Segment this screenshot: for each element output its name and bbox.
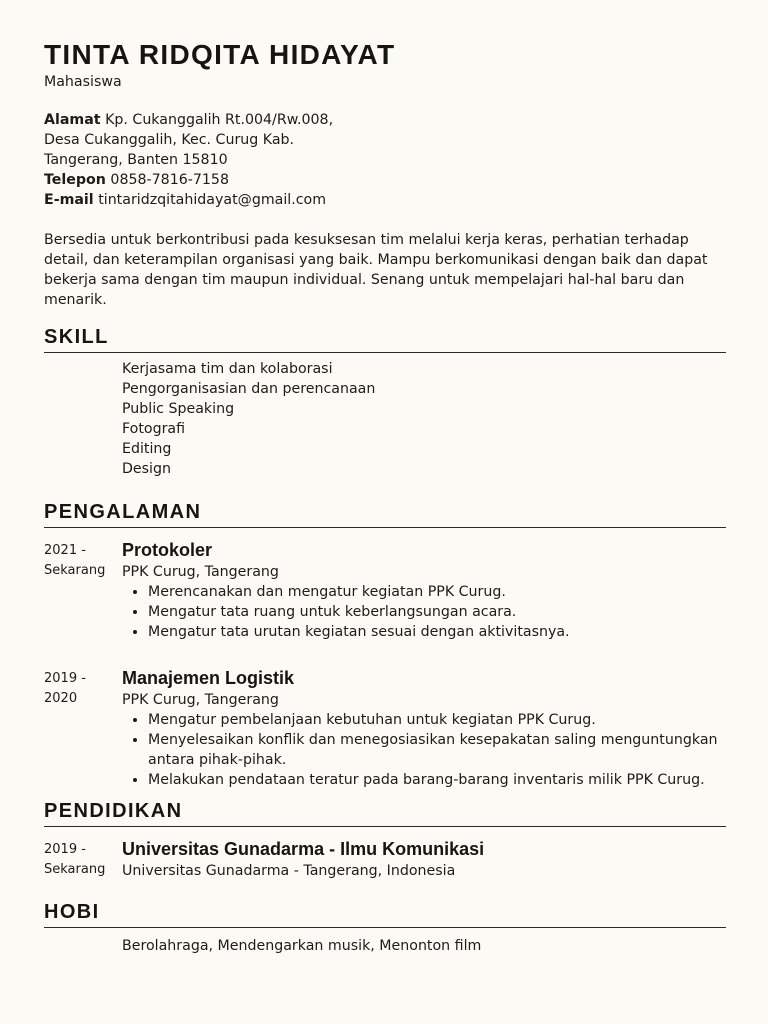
section-pengalaman — [44, 499, 726, 790]
entry-title: Protokoler — [122, 540, 213, 561]
bullet-item: • Mengatur pembelanjaan kebutuhan untuk kegiatan PPK Curug. — [148, 710, 726, 730]
skill-item: Fotografi — [122, 421, 186, 438]
section-title-pendidikan: PENDIDIKAN — [44, 798, 726, 827]
resume-role: Mahasiswa — [44, 74, 122, 90]
resume-name: TINTA RIDQITA HIDAYAT — [44, 39, 396, 70]
entry-date — [44, 837, 122, 881]
skill-item: Pengorganisasian dan perencanaan — [122, 381, 376, 398]
address-value: Kp. Cukanggalih Rt.004/Rw.008, Desa Cukanggalih, Kec. Curug Kab. Tangerang, Banten 15810 — [44, 112, 334, 168]
skill-list — [44, 359, 726, 479]
contact-phone — [44, 170, 726, 190]
skill-item: Public Speaking — [122, 401, 235, 418]
hobi-text: Berolahraga, Mendengarkan musik, Menonton film — [122, 938, 482, 955]
skill-item: Editing — [122, 441, 172, 458]
date-end: Sekarang — [44, 862, 106, 878]
contact-block — [44, 110, 726, 210]
skill-item: Kerjasama tim dan kolaborasi — [122, 361, 333, 378]
phone-label: Telepon — [44, 172, 106, 188]
entry-body — [122, 538, 726, 642]
entry-date — [44, 538, 122, 642]
section-hobi — [44, 899, 726, 956]
experience-entry — [44, 538, 726, 642]
entry-title: Manajemen Logistik — [122, 668, 295, 689]
section-title-pengalaman: PENGALAMAN — [44, 499, 726, 528]
experience-entry — [44, 666, 726, 790]
contact-email — [44, 190, 726, 210]
entry-organization: PPK Curug, Tangerang — [122, 564, 279, 581]
phone-value: 0858-7816-7158 — [110, 172, 229, 188]
address-label: Alamat — [44, 112, 101, 128]
education-entry — [44, 837, 726, 881]
resume-page — [44, 38, 726, 956]
bullet-item: • Mengatur tata ruang untuk keberlangsungan acara. — [148, 602, 726, 622]
date-end: Sekarang — [44, 563, 106, 579]
bullet-item: • Merencanakan dan mengatur kegiatan PPK Curug. — [148, 582, 726, 602]
entry-title: Universitas Gunadarma - Ilmu Komunikasi — [122, 839, 485, 860]
entry-body — [122, 666, 726, 790]
entry-date — [44, 666, 122, 790]
date-start: 2019 - — [44, 842, 86, 858]
entry-bullets — [122, 582, 726, 642]
section-pendidikan — [44, 798, 726, 881]
entry-body — [122, 837, 726, 881]
skill-item: Design — [122, 461, 171, 478]
date-start: 2021 - — [44, 543, 86, 559]
email-value: tintaridzqitahidayat@gmail.com — [98, 192, 327, 208]
section-title-skill: SKILL — [44, 324, 726, 353]
bullet-item: • Mengatur tata urutan kegiatan sesuai dengan aktivitasnya. — [148, 622, 726, 642]
entry-bullets — [122, 710, 726, 790]
entry-organization: PPK Curug, Tangerang — [122, 692, 279, 709]
date-end: 2020 — [44, 691, 78, 707]
date-start: 2019 - — [44, 671, 86, 687]
section-title-hobi: HOBI — [44, 899, 726, 928]
section-skill — [44, 324, 726, 479]
bullet-item: • Menyelesaikan konflik dan menegosiasikan kesepakatan saling menguntungkan antara pihak-pihak. — [148, 730, 726, 770]
email-label: E-mail — [44, 192, 94, 208]
contact-address — [44, 110, 364, 170]
entry-organization: Universitas Gunadarma - Tangerang, Indonesia — [122, 863, 456, 880]
bullet-item: • Melakukan pendataan teratur pada barang-barang inventaris milik PPK Curug. — [148, 770, 726, 790]
profile-summary: Bersedia untuk berkontribusi pada kesuksesan tim melalui kerja keras, perhatian terhadap detail, dan keterampilan organisasi yang baik. Mampu berkomunikasi dengan baik dan dapat bekerja sama dengan tim maupun individual. Senang untuk mempelajari hal-hal baru dan menarik. — [44, 232, 708, 308]
